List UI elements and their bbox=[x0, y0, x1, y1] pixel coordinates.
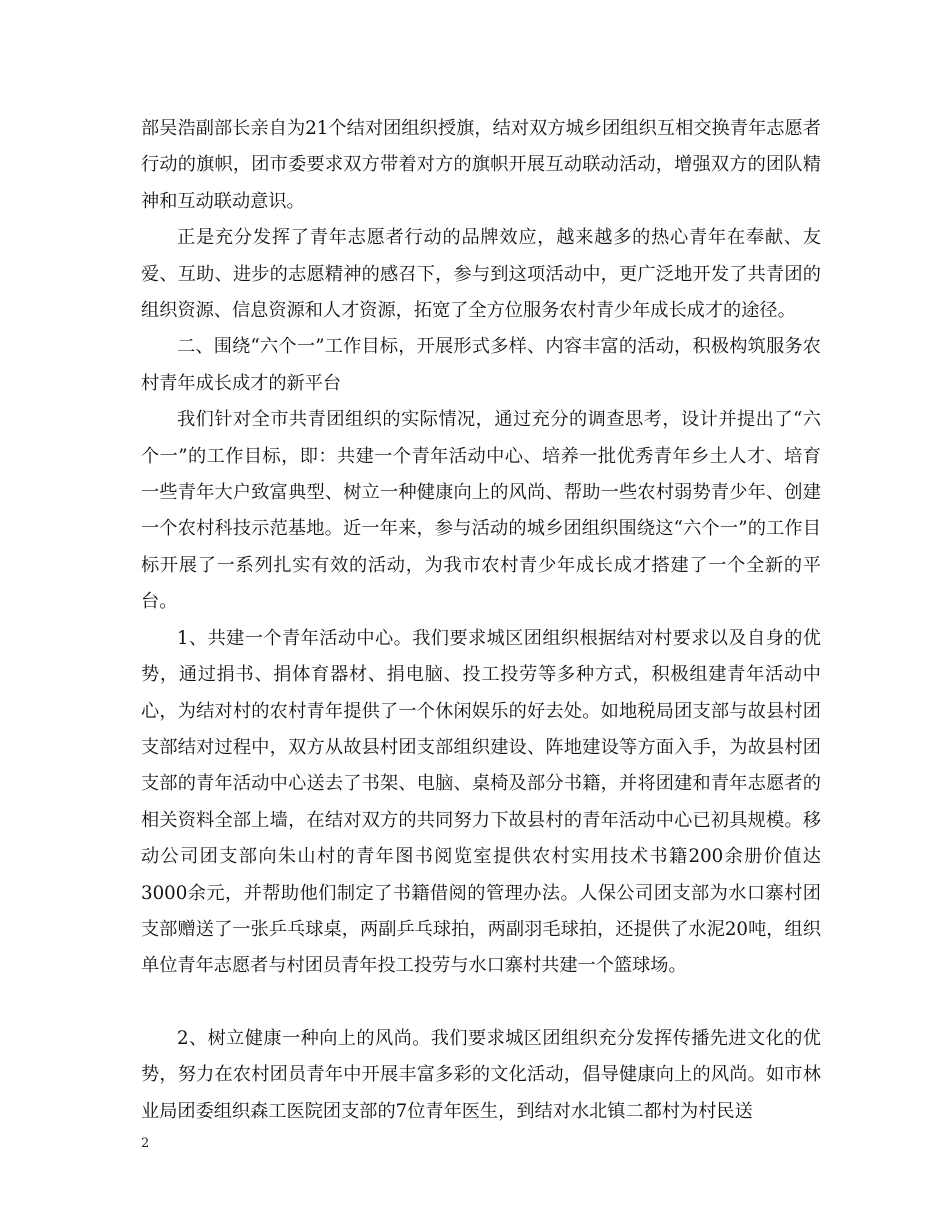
section-heading-two: 二、围绕“六个一”工作目标，开展形式多样、内容丰富的活动，积极构筑服务农村青年成长成才的新平台 bbox=[141, 336, 821, 394]
paragraph-brand-effect: 正是充分发挥了青年志愿者行动的品牌效应，越来越多的热心青年在奉献、友爱、互助、进步的志愿精神的感召下，参与到这项活动中，更广泛地开发了共青团的组织资源、信息资源和人才资源，拓宽了全方位服务农村青少年成长成才的途径。 bbox=[141, 227, 821, 322]
paragraph-activity-center: 1、共建一个青年活动中心。我们要求城区团组织根据结对村要求以及自身的优势，通过捐书、捐体育器材、捐电脑、投工投劳等多种方式，积极组建青年活动中心，为结对村的农村青年提供了一个休闲娱乐的好去处。如地税局团支部与故县村团支部结对过程中，双方从故县村团支部组织建设、阵地建设等方面入手，为故县村团支部的青年活动中心送去了书架、电脑、桌椅及部分书籍，并将团建和青年志愿者的相关资料全部上墙，在结对双方的共同努力下故县村的青年活动中心已初具规模。移动公司团支部向朱山村的青年图书阅览室提供农村实用技术书籍200余册价值达3000余元，并帮助他们制定了书籍借阅的管理办法。人保公司团支部为水口寨村团支部赠送了一张乒乓球桌，两副乒乓球拍，两副羽毛球拍，还提供了水泥20吨，组织单位青年志愿者与村团员青年投工投劳与水口寨村共建一个篮球场。 bbox=[141, 627, 821, 977]
paragraph-healthy-trend: 2、树立健康一种向上的风尚。我们要求城区团组织充分发挥传播先进文化的优势，努力在农村团员青年中开展丰富多彩的文化活动，倡导健康向上的风尚。如市林业局团委组织森工医院团支部的7位青年医生，到结对水北镇二都村为村民送 bbox=[141, 1027, 821, 1122]
document-body bbox=[141, 111, 821, 1130]
paragraph-continuation: 部吴浩副部长亲自为21个结对团组织授旗，结对双方城乡团组织互相交换青年志愿者行动的旗帜，团市委要求双方带着对方的旗帜开展互动联动活动，增强双方的团队精神和互动联动意识。 bbox=[141, 118, 821, 212]
page-number: 2 bbox=[141, 1136, 150, 1151]
paragraph-six-goals: 我们针对全市共青团组织的实际情况，通过充分的调查思考，设计并提出了“六个一”的工作目标，即：共建一个青年活动中心、培养一批优秀青年乡土人才、培育一些青年大户致富典型、树立一种健康向上的风尚、帮助一些农村弱势青少年、创建一个农村科技示范基地。近一年来，参与活动的城乡团组织围绕这“六个一”的工作目标开展了一系列扎实有效的活动，为我市农村青少年成长成才搭建了一个全新的平台。 bbox=[141, 409, 821, 613]
